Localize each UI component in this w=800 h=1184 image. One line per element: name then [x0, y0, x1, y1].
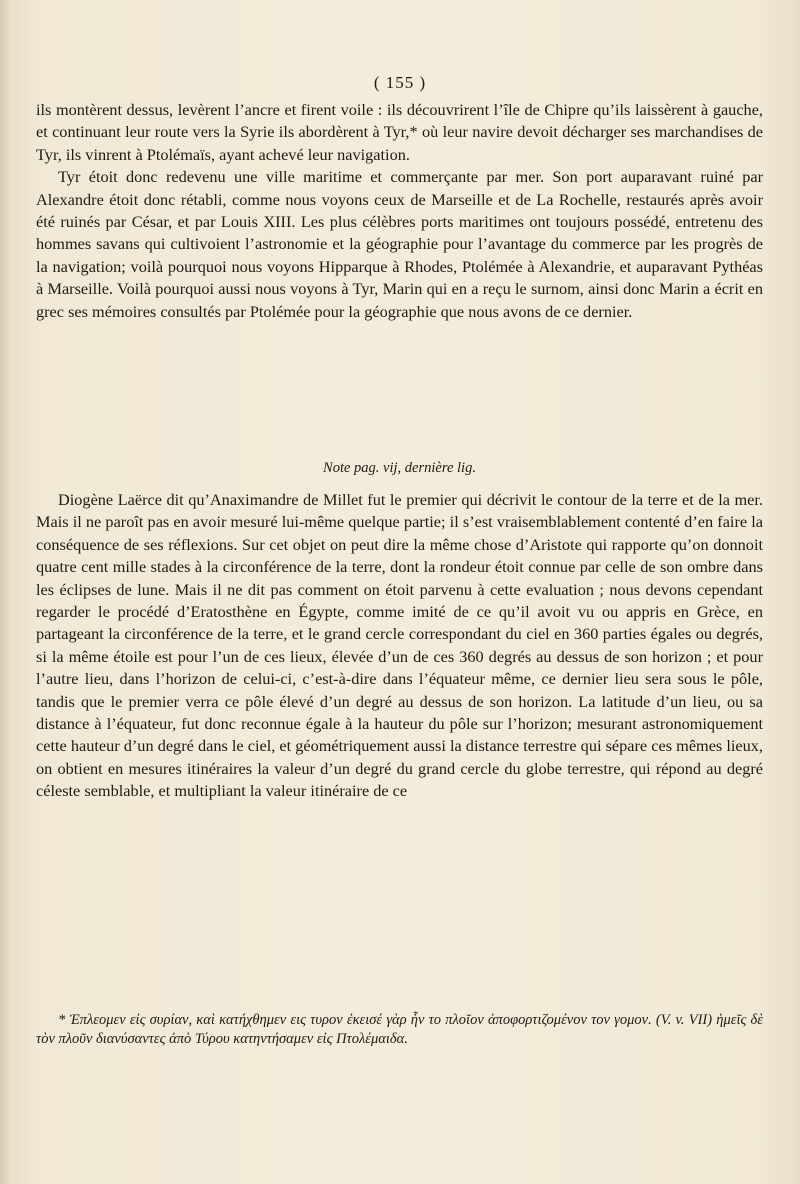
paragraph-continuation: ils montèrent dessus, levèrent l’ancre et firent voile : ils découvrirent l’île de Chipre qu’ils laissèrent à gauche, et continuant leur route vers la Syrie ils abordèrent à Tyr,* où leur navire devoit décharger ses marchandises de Tyr, ils vinrent à Ptolémaïs, ayant achevé leur navigation. [36, 100, 763, 164]
footnote-greek: * Ἐπλεομεν εἰς συρίαν, καὶ κατήχθημεν εις τυρον ἐκεισέ γὰρ ἦν το πλοῖον ἀποφορτιζομένον τον γομον. (V. v. VII) ἡμεῖς δὲ τὸν πλοῦν διανύσαντες ἀπὸ Τύρου κατηντήσαμεν εἰς Πτολέμαιδα. [36, 1012, 763, 1047]
main-text [36, 99, 763, 323]
page-number: ( 155 ) [373, 73, 427, 92]
note-section [36, 460, 763, 477]
note-heading: Note pag. vij, dernière lig. [323, 460, 476, 476]
page-gutter-edge [0, 0, 14, 1184]
paragraph-tyr: Tyr étoit donc redevenu une ville maritime et commerçante par mer. Son port auparavant ruiné par Alexandre étoit donc rétabli, comme nous voyons ceux de Marseille et de La Rochelle, restaurés après avoir été ruinés par César, et par Louis XIII. Les plus célèbres ports maritimes ont toujours possédé, entretenu des hommes savans qui cultivoient l’astronomie et la géographie pour l’avantage du commerce par les progrès de la navigation; voilà pourquoi nous voyons Hipparque à Rhodes, Ptolémée à Alexandrie, et auparavant Pythéas à Marseille. Voilà pourquoi aussi nous voyons à Tyr, Marin qui en a reçu le surnom, ainsi donc Marin a écrit en grec ses mémoires consultés par Ptolémée pour la géographie que nous avons de ce dernier. [36, 167, 763, 321]
note-body [36, 489, 763, 803]
note-paragraph: Diogène Laërce dit qu’Anaximandre de Millet fut le premier qui décrivit le contour de la terre et de la mer. Mais il ne paroît pas en avoir mesuré lui-même quelque partie; il s’est vraisemblablement contenté d’en faire la conséquence de ses réflexions. Sur cet objet on peut dire la même chose d’Aristote qui rapporte qu’on donnoit quatre cent mille stades à la circonférence de la terre, dont la rondeur étoit connue par celle de son ombre dans les éclipses de lune. Mais il ne dit pas comment on étoit parvenu à cette evaluation ; nous devons cependant regarder le procédé d’Eratosthène en Égypte, comme imité de ce qu’il avoit vu ou appris en Grèce, en partageant la circonférence de la terre, et le grand cercle correspondant du ciel en 360 parties égales ou degrés, si la même étoile est pour l’un de ces lieux, élevée d’un de ces 360 degrés au dessus de son horizon ; et pour l’autre lieu, dans l’horizon de celui-ci, c’est-à-dire dans l’équateur même, ce dernier lieu sera sous le pôle, tandis que le premier verra ce pôle élevé d’un degré au dessus de son horizon. La latitude d’un lieu, ou sa distance à l’équateur, fut donc reconnue égale à la hauteur du pôle sur l’horizon; mesurant astronomiquement cette hauteur d’un degré dans le ciel, et géométriquement aussi la distance terrestre qui sépare ces mêmes lieux, on obtient en mesures itinéraires la valeur d’un degré du grand cercle du globe terrestre, qui répond au degré céleste semblable, et multipliant la valeur itinéraire de ce [36, 490, 763, 801]
